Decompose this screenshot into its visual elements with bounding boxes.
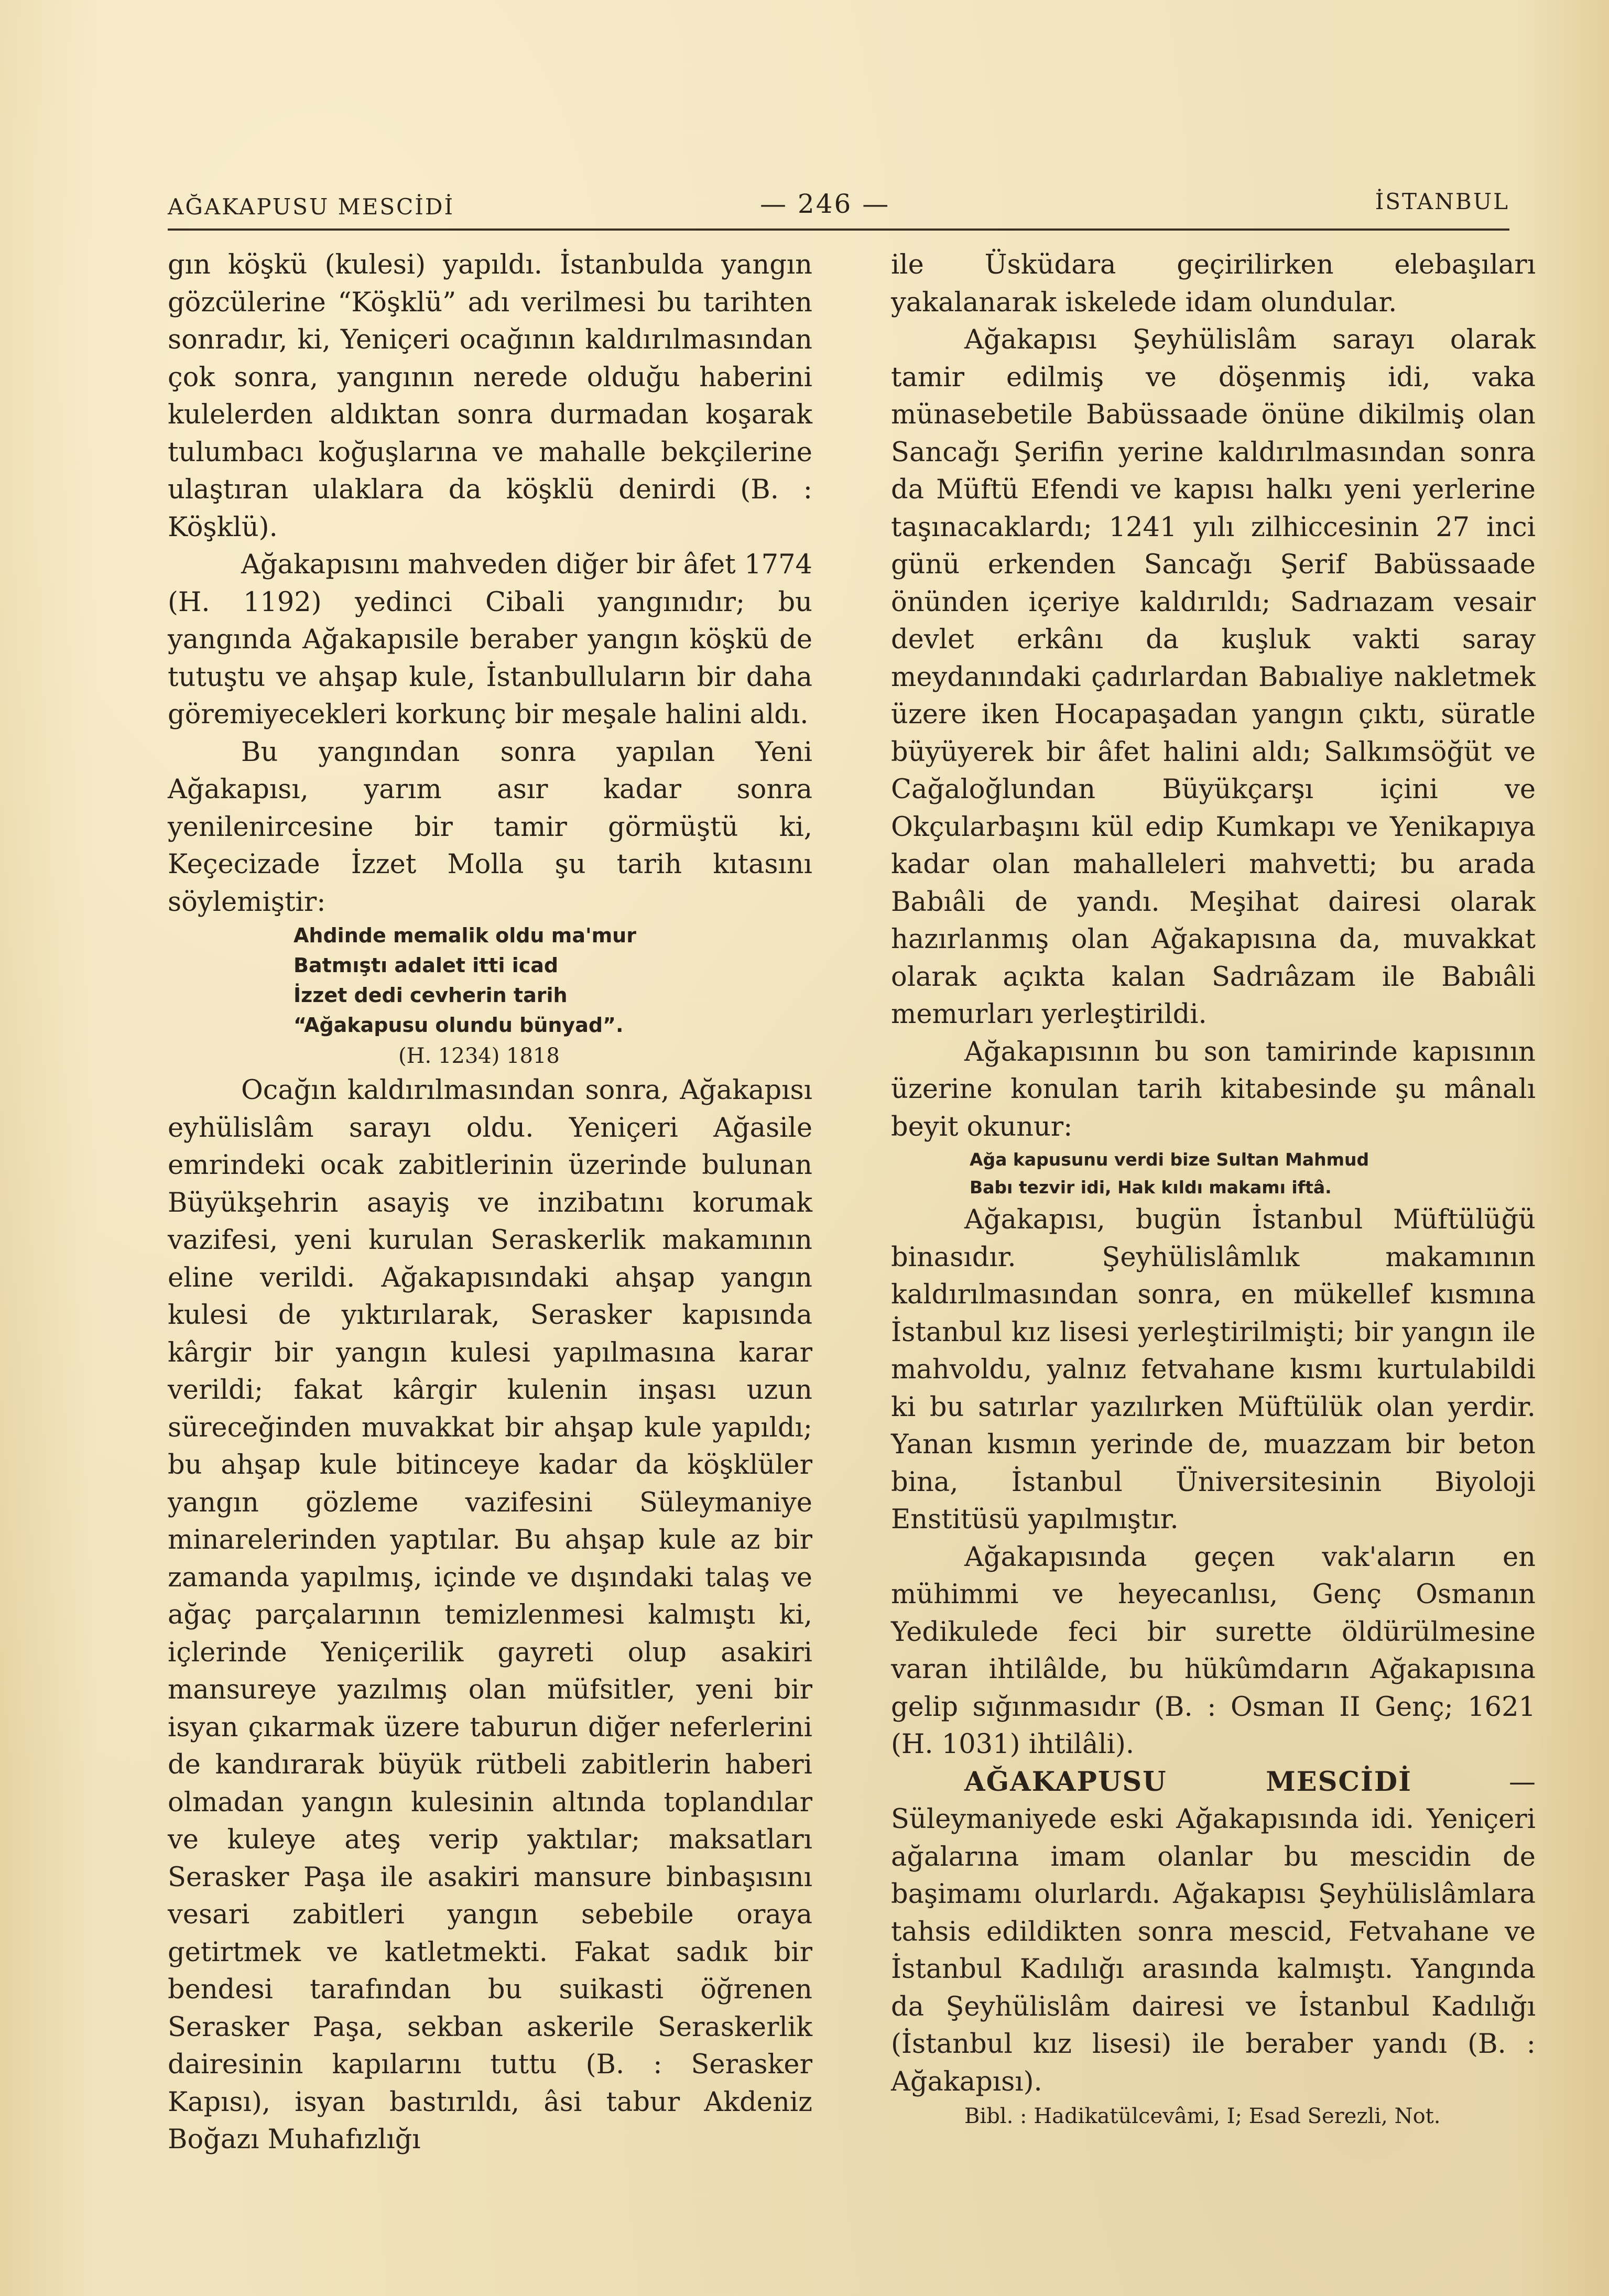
inscription-verse <box>891 1146 1536 1201</box>
verse-line: Batmıştı adalet itti icad <box>293 954 559 977</box>
header-rule <box>168 228 1509 231</box>
paragraph: Ağakapısı, bugün İstanbul Müftülüğü binasıdır. Şeyhülislâmlık makamının kaldırılmasından sonra, en mükellef kısmına İstanbul kız lisesi yerleştirilmişti; bir yangın ile mahvoldu, yalnız fetvahane kısmı kurtulabildi ki bu satırlar yazılırken Müftülük olan yerdir. Yanan kısmın yerinde de, muazzam bir beton bina, İstanbul Üniversitesinin Biyoloji Enstitüsü yapılmıştır. <box>891 1204 1536 1535</box>
verse-line: Babı tezvir idi, Hak kıldı makamı iftâ. <box>970 1177 1332 1198</box>
right-column <box>891 246 1536 2132</box>
bibliography: Bibl. : Hadikatülcevâmi, I; Esad Serezli, Not. <box>964 2104 1441 2128</box>
entry-paragraph <box>891 1764 1536 2101</box>
paragraph: Ağakapısını mahveden diğer bir âfet 1774 (H. 1192) yedinci Cibali yangınıdır; bu yangında Ağakapısile beraber yangın köşkü de tutuştu ve ahşap kule, İstanbulluların bir daha göremiyecekleri korkunç bir meşale halini aldı. <box>168 549 812 730</box>
entry-text: — Süleymaniyede eski Ağakapısında idi. Yeniçeri ağalarına imam olanlar bu mescidin de başimamı olurlardı. Ağakapısı Şeyhülislâmlara tahsis edildikten sonra mescid, Fetvahane ve İstanbul Kadılığı arasında kalmıştı. Yangında da Şeyhülislâm dairesi ve İstanbul Kadılığı (İstanbul kız lisesi) ile beraber yandı (B. : Ağakapısı). <box>891 1766 1536 2097</box>
left-column <box>168 246 812 2159</box>
paragraph: ile Üsküdara geçirilirken elebaşıları yakalanarak iskelede idam olundular. <box>891 249 1536 318</box>
page-number: — 246 — <box>760 189 890 219</box>
running-header <box>168 189 1509 225</box>
verse-date: (H. 1234) 1818 <box>398 1044 560 1068</box>
verse-line: “Ağakapusu olundu bünyad”. <box>293 1014 624 1037</box>
header-entry-title: AĞAKAPUSU MESCİDİ <box>168 194 455 220</box>
paragraph: Ağakapısı Şeyhülislâm sarayı olarak tamir edilmiş ve döşenmiş idi, vaka münasebetile Babüssaade önüne dikilmiş olan Sancağı Şerifin yerine kaldırılmasından sonra da Müftü Efendi ve kapısı halkı yeni yerlerine taşınacaklardı; 1241 yılı zilhiccesinin 27 inci günü erkenden Sancağı Şerif Babüssaade önünden içeriye kaldırıldı; Sadrıazam vesair devlet erkânı da kuşluk vakti saray meydanındaki çadırlardan Babıaliye nakletmek üzere iken Hocapaşadan yangın çıktı, süratle büyüyerek bir âfet halini aldı; Salkımsöğüt ve Cağaloğlundan Büyükçarşı içini ve Okçularbaşını kül edip Kumkapı ve Yenikapıya kadar olan mahalleleri mahvetti; bu arada Babıâli de yandı. Meşihat dairesi olarak hazırlanmış olan Ağakapısına da, muvakkat olarak açıkta kalan Sadrıâzam ile Babıâli memurları yerleştirildi. <box>891 324 1536 1030</box>
header-volume-title: İSTANBUL <box>1375 189 1509 214</box>
paragraph: Ağakapısında geçen vak'aların en mühimmi ve heyecanlısı, Genç Osmanın Yedikulede feci bir surette öldürülmesine varan ihtilâlde, bu hükûmdarın Ağakapısına gelip sığınmasıdır (B. : Osman II Genç; 1621 (H. 1031) ihtilâli). <box>891 1541 1536 1760</box>
paragraph: Ocağın kaldırılmasından sonra, Ağakapısı eyhülislâm sarayı oldu. Yeniçeri Ağasile emrindeki ocak zabitlerinin üzerinde bulunan Büyükşehrin asayiş ve inzibatını korumak vazifesi, yeni kurulan Seraskerlik makamının eline verildi. Ağakapısındaki ahşap yangın kulesi de yıktırılarak, Serasker kapısında kârgir bir yangın kulesi yapılmasına karar verildi; fakat kârgir kulenin inşası uzun süreceğinden muvakkat bir ahşap kule yapıldı; bu ahşap kule bitinceye kadar da köşklüler yangın gözleme vazifesini Süleymaniye minarelerinden yaptılar. Bu ahşap kule az bir zamanda yapılmış, içinde ve dışındaki talaş ve ağaç parçalarının temizlenmesi kalmıştı ki, içlerinde Yeniçerilik gayreti olup asakiri mansureye yazılmış olan müfsitler, yeni bir isyan çıkarmak üzere taburun diğer neferlerini de kandırarak büyük rütbeli zabitlerin haberi olmadan yangın kulesinin altında toplandılar ve kuleye ateş verip yaktılar; maksatları Serasker Paşa ile asakiri mansure binbaşısını vesari zabitleri yangın sebebile oraya getirtmek ve katletmekti. Fakat sadık bir bendesi tarafından bu suikasti öğrenen Serasker Paşa, sekban askerile Seraskerlik dairesinin kapılarını tuttu (B. : Serasker Kapısı), isyan bastırıldı, âsi tabur Akdeniz Boğazı Muhafızlığı <box>168 1075 812 2155</box>
paragraph: Bu yangından sonra yapılan Yeni Ağakapısı, yarım asır kadar sonra yenilenircesine bir tamir görmüştü ki, Keçecizade İzzet Molla şu tarih kıtasını söylemiştir: <box>168 736 812 918</box>
verse-line: İzzet dedi cevherin tarih <box>293 984 568 1007</box>
paragraph: Ağakapısının bu son tamirinde kapısının üzerine konulan tarih kitabesinde şu mânalı beyit okunur: <box>891 1036 1536 1142</box>
verse-line: Ağa kapusunu verdi bize Sultan Mahmud <box>970 1149 1369 1170</box>
verse-line: Ahdinde memalik oldu ma'mur <box>293 924 636 947</box>
verse-block <box>168 921 812 1072</box>
entry-heading: AĞAKAPUSU MESCİDİ <box>964 1766 1412 1798</box>
paragraph: gın köşkü (kulesi) yapıldı. İstanbulda yangın gözcülerine “Köşklü” adı verilmesi bu tarihten sonradır, ki, Yeniçeri ocağının kaldırılmasından çok sonra, yangının nerede olduğu haberini kulelerden aldıktan sonra durmadan koşarak tulumbacı koğuşlarına ve mahalle bekçilerine ulaştıran ulaklara da köşklü denirdi (B. : Köşklü). <box>168 249 812 543</box>
